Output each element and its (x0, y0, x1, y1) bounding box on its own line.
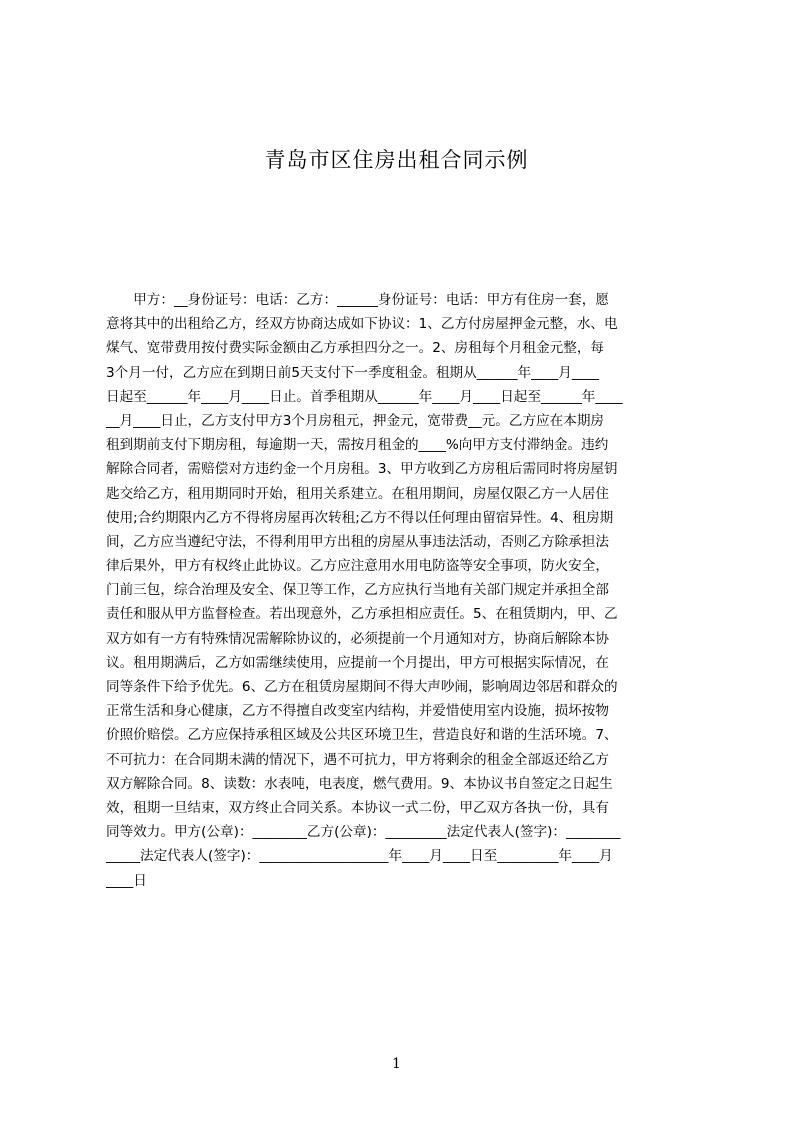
body-line: 门前三包，综合治理及安全、保卫等工作，乙方应执行当地有关部门规定并承担全部 (106, 582, 609, 599)
body-line: 同等效力。甲方(公章)：________乙方(公章)：_________法定代表人(签字)：________ (106, 824, 621, 841)
body-line: 律后果外，甲方有权终止此协议。乙方应注意用水用电防盗等安全事项，防火安全， (106, 558, 609, 575)
body-line: 正常生活和身心健康，乙方不得擅自改变室内结构，并爱惜使用室内设施，损坏按物 (106, 703, 609, 720)
body-line: _____法定代表人(签字)：___________________年____月____日至_________年____月 (106, 848, 613, 865)
body-line: 价照价赔偿。乙方应保持承租区域及公共区环境卫生，营造良好和谐的生活环境。7、 (106, 727, 618, 744)
body-line: 双方如有一方有特殊情况需解除协议的，必须提前一个月通知对方，协商后解除本协 (106, 630, 609, 647)
body-line: 甲方：__身份证号：电话：乙方：______身份证号：电话：甲方有住房一套，愿 (106, 292, 609, 308)
body-line: 不可抗力：在合同期未满的情况下，遇不可抗力，甲方将剩余的租金全部返还给乙方 (106, 751, 609, 768)
body-line: __月____日止，乙方支付甲方3个月房租元，押金元，宽带费__元。乙方应在本期房 (106, 412, 605, 429)
body-line: 匙交给乙方，租用期同时开始，租用关系建立。在租用期间，房屋仅限乙方一人居住 (106, 485, 609, 502)
body-line: 间，乙方应当遵纪守法，不得利用甲方出租的房屋从事违法活动，否则乙方除承担法 (106, 533, 609, 550)
body-line: 解除合同者，需赔偿对方违约金一个月房租。3、甲方收到乙方房租后需同时将房屋钥 (106, 461, 618, 478)
body-line: 同等条件下给予优先。6、乙方在租赁房屋期间不得大声吵闹，影响周边邻居和群众的 (106, 679, 618, 695)
body-line: 租到期前支付下期房租，每逾期一天，需按月租金的____%向甲方支付滞纳金。违约 (106, 437, 609, 454)
body-line: 议。租用期满后，乙方如需继续使用，应提前一个月提出，甲方可根据实际情况，在 (106, 654, 609, 671)
body-line: 使用;合约期限内乙方不得将房屋再次转租;乙方不得以任何理由留宿异性。4、租房期 (106, 509, 614, 526)
body-line: 3个月一付，乙方应在到期日前5天支付下一季度租金。租期从______年____月____ (106, 364, 600, 381)
body-line: 责任和服从甲方监督检查。若出现意外，乙方承担相应责任。5、在租赁期内，甲、乙 (106, 606, 618, 623)
body-line: 日起至______年____月____日止。首季租期从______年____月____日起至______年____ (106, 388, 623, 405)
document-title: 青岛市区住房出租合同示例 (264, 148, 529, 172)
contract-body (106, 288, 698, 893)
page-number: 1 (392, 1056, 401, 1072)
body-line: 意将其中的出租给乙方，经双方协商达成如下协议：1、乙方付房屋押金元整，水、电 (106, 316, 618, 333)
body-line: ____日 (106, 872, 147, 889)
body-line: 煤气、宽带费用按付费实际金额由乙方承担四分之一。2、房租每个月租金元整，每 (106, 340, 605, 357)
body-line: 效，租期一旦结束，双方终止合同关系。本协议一式二份，甲乙双方各执一份，具有 (106, 799, 609, 816)
body-line: 双方解除合同。8、读数：水表吨，电表度，燃气费用。9、本协议书自签定之日起生 (106, 775, 613, 792)
